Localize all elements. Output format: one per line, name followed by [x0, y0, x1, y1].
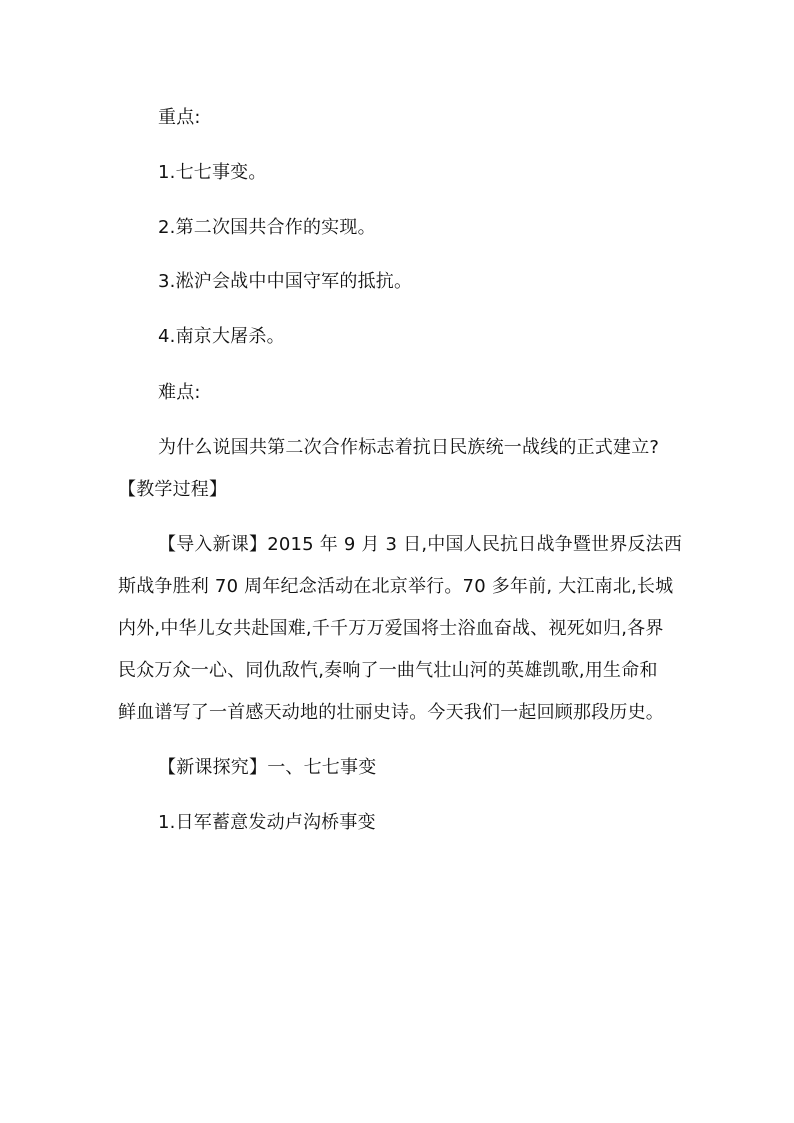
teaching-process-heading: 【教学过程】 — [118, 479, 228, 500]
intro-paragraph-line: 【导入新课】2015 年 9 月 3 日,中国人民抗日战争暨世界反法西 — [158, 534, 683, 555]
intro-paragraph-line: 内外,中华儿女共赴国难,千千万万爱国将士浴血奋战、视死如归,各界 — [118, 618, 664, 639]
key-points-heading: 重点: — [158, 107, 201, 128]
difficulty-question: 为什么说国共第二次合作标志着抗日民族统一战线的正式建立? — [158, 437, 660, 458]
subsection-heading: 1.日军蓄意发动卢沟桥事变 — [158, 812, 376, 833]
new-lesson-heading: 【新课探究】一、七七事变 — [158, 757, 377, 778]
intro-paragraph-line: 斯战争胜利 70 周年纪念活动在北京举行。70 多年前, 大江南北,长城 — [118, 576, 674, 597]
difficulty-heading: 难点: — [158, 382, 201, 403]
key-point-item: 1.七七事变。 — [158, 162, 267, 183]
key-point-item: 3.淞沪会战中中国守军的抵抗。 — [158, 271, 413, 292]
key-point-item: 2.第二次国共合作的实现。 — [158, 217, 376, 238]
intro-paragraph-line: 民众万众一心、同仇敌忾,奏响了一曲气壮山河的英雄凯歌,用生命和 — [118, 660, 658, 681]
key-point-item: 4.南京大屠杀。 — [158, 326, 285, 347]
intro-paragraph-line: 鲜血谱写了一首感天动地的壮丽史诗。今天我们一起回顾那段历史。 — [118, 702, 664, 723]
